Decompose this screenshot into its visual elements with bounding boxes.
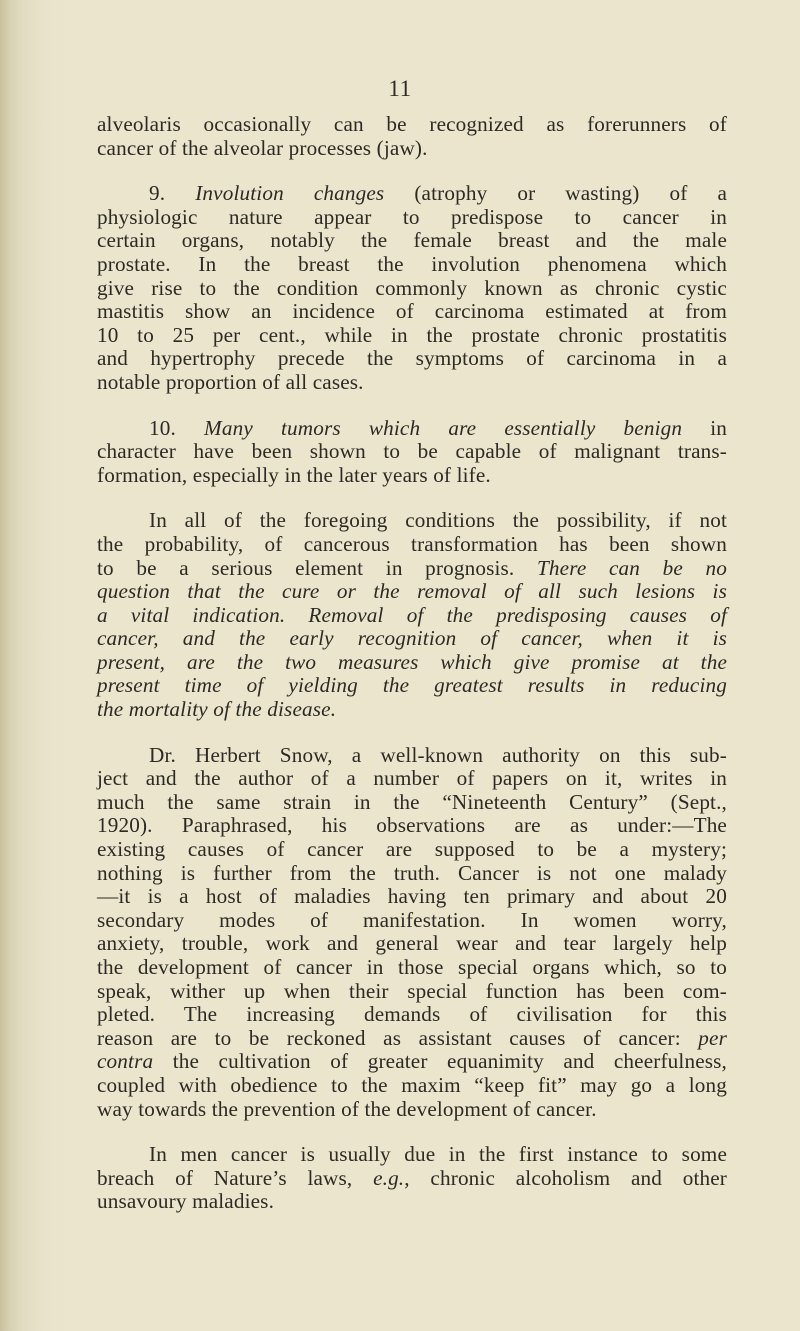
italic-text-run: cancer, and the early recognition of cancer, when it is <box>97 626 727 651</box>
text-line <box>97 1167 727 1191</box>
text-line <box>97 580 727 604</box>
text-run: (atrophy or wasting) of a <box>384 181 727 206</box>
text-line <box>97 1098 727 1122</box>
paragraph-continuation <box>97 113 727 160</box>
italic-text-run: present, are the two measures which give promise at the <box>97 649 727 674</box>
text-run: , chronic alcoholism and other <box>404 1165 727 1190</box>
italic-text-run: the mortality of the disease. <box>97 697 337 722</box>
text-line <box>97 744 727 768</box>
italic-text-run: e.g. <box>373 1165 405 1190</box>
text-line <box>97 956 727 980</box>
text-line <box>97 932 727 956</box>
text-line <box>97 698 727 722</box>
text-run: secondary modes of manifestation. In women worry, <box>97 907 727 932</box>
italic-text-run: contra <box>97 1049 154 1074</box>
page-number: 11 <box>388 76 412 101</box>
text-run: ject and the author of a number of papers on it, writes in <box>97 766 727 791</box>
text-run: give rise to the condition commonly known as chronic cystic <box>97 275 727 300</box>
text-line <box>97 300 727 324</box>
text-line <box>97 1050 727 1074</box>
text-run: 1920). Paraphrased, his observations are as under:—The <box>97 813 727 838</box>
paragraph-item-9 <box>97 182 727 394</box>
text-run: breach of Nature’s laws, <box>97 1165 374 1190</box>
text-run: existing causes of cancer are supposed to be a mystery; <box>97 837 727 862</box>
text-run: unsavoury maladies. <box>97 1189 275 1214</box>
text-line <box>97 440 727 464</box>
text-line <box>97 253 727 277</box>
paragraph-herbert-snow <box>97 744 727 1122</box>
text-line <box>97 182 727 206</box>
text-run: reason are to be reckoned as assistant causes of cancer: <box>97 1025 699 1050</box>
text-line <box>97 627 727 651</box>
text-run: cancer of the alveolar processes (jaw). <box>97 135 428 160</box>
text-run: the cultivation of greater equanimity and cheerfulness, <box>153 1049 727 1074</box>
text-line <box>97 417 727 441</box>
italic-text-run: Involution changes <box>195 181 385 206</box>
text-line <box>97 814 727 838</box>
text-run: alveolaris occasionally can be recognized as forerunners of <box>97 112 727 136</box>
text-line <box>97 767 727 791</box>
text-line <box>97 980 727 1004</box>
text-run: certain organs, notably the female breast and the male <box>97 228 727 253</box>
text-run: physiologic nature appear to predispose to cancer in <box>97 204 727 229</box>
text-line <box>97 838 727 862</box>
italic-text-run: a vital indication. Removal of the predisposing causes of <box>97 602 727 627</box>
italic-text-run: There can be no <box>536 555 727 580</box>
text-run: In all of the foregoing conditions the possibility, if not <box>149 508 727 533</box>
text-run: the development of cancer in those special organs which, so to <box>97 955 727 979</box>
text-line <box>97 1074 727 1098</box>
text-run: mastitis show an incidence of carcinoma estimated at from <box>97 299 727 324</box>
italic-text-run: question that the cure or the removal of all such lesions is <box>97 579 727 604</box>
body-text <box>97 113 727 1214</box>
text-line <box>97 791 727 815</box>
text-line <box>97 1190 727 1214</box>
text-run: formation, especially in the later years of life. <box>97 462 491 487</box>
text-run: coupled with obedience to the maxim “keep fit” may go a long <box>97 1072 727 1097</box>
text-line <box>97 137 727 161</box>
text-line <box>97 885 727 909</box>
text-run: 10. <box>149 415 205 440</box>
paragraph-item-10 <box>97 417 727 488</box>
text-line <box>97 371 727 395</box>
paragraph-in-men <box>97 1143 727 1214</box>
text-line <box>97 1027 727 1051</box>
text-run: anxiety, trouble, work and general wear and tear largely help <box>97 931 727 956</box>
italic-text-run: Many tumors which are essentially benign <box>204 415 683 440</box>
text-run: —it is a host of maladies having ten primary and about 20 <box>97 884 727 909</box>
text-line <box>97 674 727 698</box>
text-line <box>97 1003 727 1027</box>
text-line <box>97 533 727 557</box>
text-line <box>97 464 727 488</box>
text-line <box>97 206 727 230</box>
text-run: prostate. In the breast the involution phenomena which <box>97 251 727 276</box>
text-line <box>97 113 727 137</box>
text-line <box>97 862 727 886</box>
paragraph-foregoing-conditions <box>97 509 727 721</box>
text-run: much the same strain in the “Nineteenth Century” (Sept., <box>97 789 727 814</box>
text-run: pleted. The increasing demands of civilisation for this <box>97 1002 727 1027</box>
text-run: to be a serious element in prognosis. <box>97 555 537 580</box>
text-line <box>97 604 727 628</box>
text-run: nothing is further from the truth. Cancer is not one malady <box>97 860 727 885</box>
text-run: speak, wither up when their special function has been com- <box>97 978 727 1003</box>
italic-text-run: present time of yielding the greatest results in reducing <box>97 673 727 698</box>
text-line <box>97 509 727 533</box>
text-line <box>97 324 727 348</box>
text-run: the probability, of cancerous transformation has been shown <box>97 531 727 556</box>
text-line <box>97 909 727 933</box>
text-run: in <box>682 415 727 440</box>
text-run: way towards the prevention of the development of cancer. <box>97 1096 597 1121</box>
text-line <box>97 1143 727 1167</box>
text-line <box>97 277 727 301</box>
text-run: character have been shown to be capable of malignant trans- <box>97 439 727 464</box>
text-run: 9. <box>149 181 196 206</box>
text-run: 10 to 25 per cent., while in the prostate chronic prostatitis <box>97 322 727 347</box>
text-run: Dr. Herbert Snow, a well-known authority on this sub- <box>149 742 727 767</box>
text-run: In men cancer is usually due in the first instance to some <box>149 1142 727 1167</box>
text-line <box>97 651 727 675</box>
text-line <box>97 557 727 581</box>
text-line <box>97 347 727 371</box>
text-run: and hypertrophy precede the symptoms of carcinoma in a <box>97 346 727 371</box>
text-run: notable proportion of all cases. <box>97 369 364 394</box>
text-line <box>97 229 727 253</box>
italic-text-run: per <box>698 1025 727 1050</box>
